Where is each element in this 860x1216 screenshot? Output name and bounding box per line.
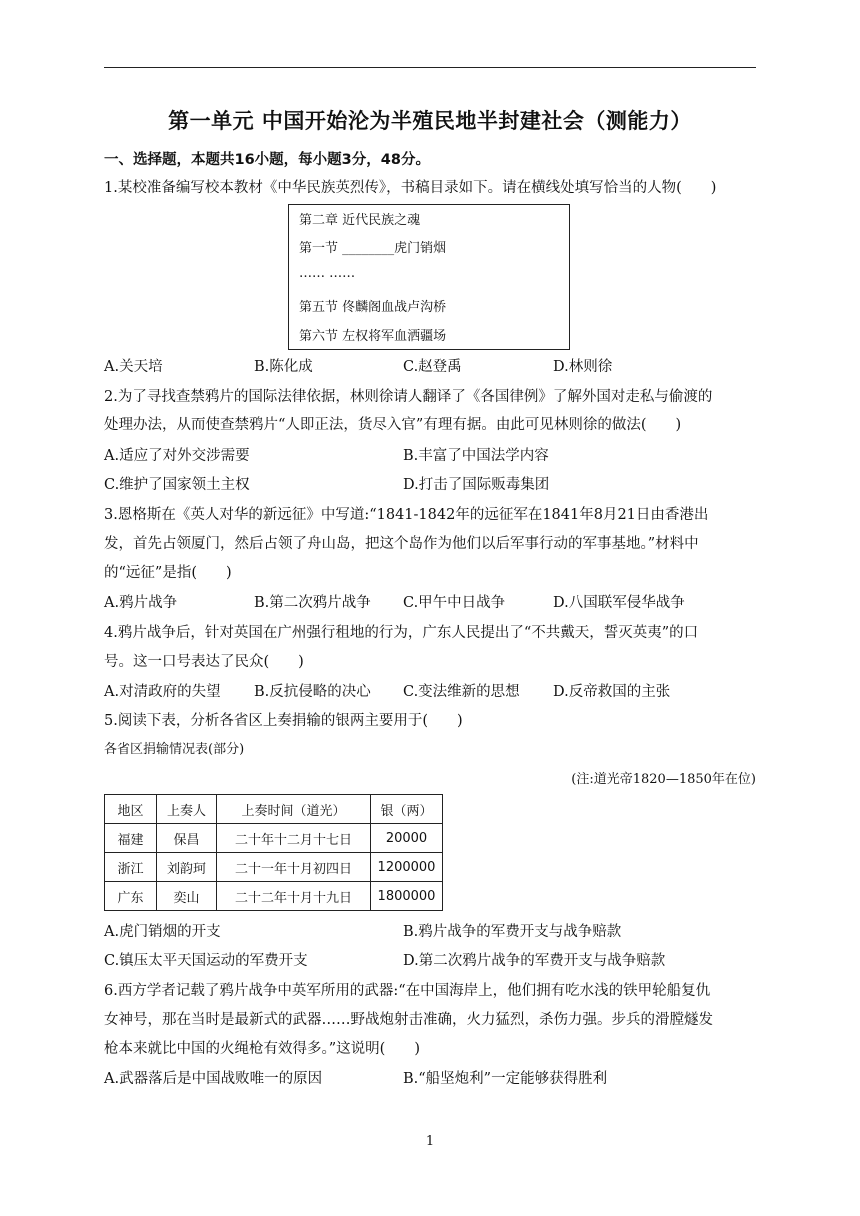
header-rule: [104, 67, 756, 68]
page-number: 1: [425, 1134, 435, 1149]
table-cell: 保昌: [157, 824, 217, 853]
q1-option-d: D.林则徐: [553, 359, 613, 375]
question-2-stem-line: 处理办法，从而使查禁鸦片“人即正法，货尽入官”有理有据。由此可见林则徐的做法( ): [104, 417, 682, 433]
q3-option-b: B.第二次鸦片战争: [254, 595, 371, 611]
q5-option-b: B.鸦片战争的军费开支与战争赔款: [403, 924, 622, 940]
question-2-stem-line: 2.为了寻找查禁鸦片的国际法律依据，林则徐请人翻译了《各国律例》了解外国对走私与偷渡的: [104, 389, 713, 405]
q3-option-c: C.甲午中日战争: [403, 595, 506, 611]
q5-option-a: A.虎门销烟的开支: [104, 924, 221, 940]
q1-option-b: B.陈化成: [254, 359, 313, 375]
table-cell: 二十一年十月初四日: [217, 853, 371, 882]
table-cell: 二十二年十月十九日: [217, 882, 371, 911]
table-cell: 广东: [105, 882, 157, 911]
table-cell: 奕山: [157, 882, 217, 911]
toc-line: 第一节 ________虎门销烟: [299, 241, 447, 256]
donations-table: [104, 794, 443, 911]
q6-option-a: A.武器落后是中国战败唯一的原因: [104, 1071, 323, 1087]
table-cell: 1800000: [371, 882, 443, 911]
question-3-stem-line: 发，首先占领厦门，然后占领了舟山岛，把这个岛作为他们以后军事行动的军事基地。”材料中: [104, 536, 699, 552]
question-4-stem-line: 4.鸦片战争后，针对英国在广州强行租地的行为，广东人民提出了“不共戴天，誓灭英夷”的口: [104, 625, 699, 641]
question-4-stem-line: 号。这一口号表达了民众( ): [104, 654, 304, 670]
table-cell: 刘韵珂: [157, 853, 217, 882]
table-note: (注:道光帝1820—1850年在位): [571, 772, 756, 787]
q1-option-c: C.赵登禹: [403, 359, 462, 375]
q6-option-b: B.“船坚炮利”一定能够获得胜利: [403, 1071, 608, 1087]
q4-option-b: B.反抗侵略的决心: [254, 684, 371, 700]
table-header-cell: 上奏人: [157, 795, 217, 824]
page-title: 第一单元 中国开始沦为半殖民地半封建社会（测能力）: [168, 109, 692, 133]
q1-option-a: A.关天培: [104, 359, 163, 375]
table-cell: 浙江: [105, 853, 157, 882]
table-row: [105, 853, 443, 882]
table-cell: 福建: [105, 824, 157, 853]
question-6-stem-line: 枪本来就比中国的火绳枪有效得多。”这说明( ): [104, 1041, 420, 1057]
table-cell: 20000: [371, 824, 443, 853]
table-row: [105, 824, 443, 853]
q2-option-c: C.维护了国家领土主权: [104, 477, 250, 493]
question-3-stem-line: 的“远征”是指( ): [104, 565, 232, 581]
question-6-stem-line: 女神号，那在当时是最新式的武器……野战炮射击准确，火力猛烈，杀伤力强。步兵的滑膛燧发: [104, 1012, 713, 1028]
toc-line: 第六节 左权将军血洒疆场: [299, 329, 447, 344]
question-3-stem-line: 3.恩格斯在《英人对华的新远征》中写道:“1841-1842年的远征军在1841年8月21日由香港出: [104, 507, 709, 523]
table-header-cell: 银（两）: [371, 795, 443, 824]
q4-option-d: D.反帝救国的主张: [553, 684, 671, 700]
q2-option-a: A.适应了对外交涉需要: [104, 448, 250, 464]
q4-option-c: C.变法维新的思想: [403, 684, 520, 700]
toc-line: …… ……: [299, 266, 356, 281]
question-1-stem: 1.某校准备编写校本教材《中华民族英烈传》，书稿目录如下。请在横线处填写恰当的人物( ): [104, 180, 717, 196]
table-cell: 1200000: [371, 853, 443, 882]
q1-toc-box: [288, 204, 570, 350]
table-header-cell: 上奏时间（道光）: [217, 795, 371, 824]
section-heading: 一、选择题，本题共16小题，每小题3分，48分。: [104, 152, 430, 168]
q4-option-a: A.对清政府的失望: [104, 684, 221, 700]
q2-option-d: D.打击了国际贩毒集团: [403, 477, 550, 493]
table-row: [105, 882, 443, 911]
q5-option-d: D.第二次鸦片战争的军费开支与战争赔款: [403, 953, 666, 969]
q3-option-d: D.八国联军侵华战争: [553, 595, 685, 611]
table-header-row: [105, 795, 443, 824]
q2-option-b: B.丰富了中国法学内容: [403, 448, 549, 464]
q3-option-a: A.鸦片战争: [104, 595, 178, 611]
toc-line: 第二章 近代民族之魂: [299, 213, 421, 228]
question-6-stem-line: 6.西方学者记载了鸦片战争中英军所用的武器:“在中国海岸上，他们拥有吃水浅的铁甲轮船复仇: [104, 983, 711, 999]
table-caption: 各省区捐输情况表(部分): [104, 742, 245, 757]
table-cell: 二十年十二月十七日: [217, 824, 371, 853]
toc-line: 第五节 佟麟阁血战卢沟桥: [299, 300, 447, 315]
question-5-stem: 5.阅读下表，分析各省区上奏捐输的银两主要用于( ): [104, 713, 463, 729]
table-header-cell: 地区: [105, 795, 157, 824]
q5-option-c: C.镇压太平天国运动的军费开支: [104, 953, 308, 969]
